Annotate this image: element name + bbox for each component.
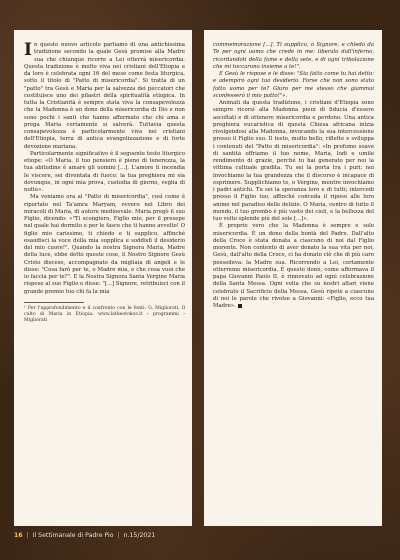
right-column: [204, 30, 382, 526]
page-footer: [14, 532, 155, 539]
footer-separator: |: [26, 532, 29, 539]
paragraph: E Gesù le rispose e le disse: "Sia fatto come tu hai detto: e adempirò ogni tuo desiderio. Forse che non sono stato fatto uomo per te? Giuro per me stesso che giammai sconfesserò il mio patto!"».: [213, 71, 374, 99]
footnote: ¹ Per l'approfondimento e il confronto con le fonti: G. Migliorati, Il culto di Maria in Etiopia: www.latheotokos.it › programmi › Migliorati: [24, 305, 185, 323]
page-number: 16: [14, 532, 23, 539]
footnote-divider: [24, 302, 84, 303]
magazine-title: Il Settimanale di Padre Pio: [32, 532, 114, 539]
paragraph: [213, 223, 374, 310]
end-of-article-mark: [238, 304, 242, 308]
footer-separator: |: [117, 532, 120, 539]
paragraph: commemorazione [...]. Ti supplico, o Signore, e chiedo da Te per ogni uomo che crede in me: liberalo dall'inferno, ricordandoti della fame e della sete, e di ogni tribolazione che mi toccarono insieme a te!".: [213, 42, 374, 70]
paragraph-text: È proprio vero che la Madonna è sempre e solo misericordia. È un dono della bontà del Padre. Dall'alto della Croce è stata donata a ciascuno di noi dal Figlio morente. Non contento di aver donato la sua vita per noi, Gesù, dall'alto della Croce, ci ha donato ciò che di più caro possedeva: la Madre sua. Ricorrendo a Lei, certamente otterremo misericordia. È questo dono, come affermava il papa Giovanni Paolo II, è rinnovato ad ogni celebrazione della Santa Messa. Ogni volta che su nostri altari viene celebrato il Sacrificio della Messa, Gesù ripete a ciascuno di noi le parole che rivolse a Giovanni: «Figlio, ecco tua Madre».: [213, 223, 374, 309]
paragraph: n questo nuovo articolo parliamo di una antichissima tradizione secondo la quale Gesù promise alla Madre sua che chiunque ricorre a Lei otterrà misericordia. Questa tradizione è molto viva nei cristiani dell'Etiopia e da loro è celebrata ogni 16 del mese come festa liturgica, sotto il titolo di "Patto di misericordia". Si tratta di un "patto" tra Gesù e Maria per la salvezza dei peccatori che costituisce uno dei pilastri della spiritualità etiopica. In tutta la Cristianità è sempre stata viva la consapevolezza che la Madonna è un dono della misericordia di Dio e non sono pochi i santi che hanno affermato che chi ama e prega Maria certamente si salverà. Tuttavia questa consapevolezza è particolarmente viva nei cristiani dell'Etiopia, terra di antica evangelizzazione e di forte devozione mariana.: [24, 42, 185, 150]
paragraph: Ma veniamo ora al "Patto di misericordia", così come è riportato nel Ta'amra Maryam, ovvero nel Libro dei miracoli di Maria, di autore medioevale. Maria pregò il suo Figlio, dicendo: «"Ti scongiuro, Figlio mio, per il presepe nel quale hai dormito e per le fasce che ti hanno avvolto! O figlio mio carissimo, ti chiedo e ti supplico, affinché esaudisci la voce della mia supplica e soddisfi il desiderio del mio cuore!". Quando la nostra Signora Maria, Madre della luce, ebbe detto queste cose, il Nostro Signore Gesù Cristo discese, accompagnato da migliaia di angeli e le disse: "Cosa farò per te, o Madre mia, e che cosa vuoi che io faccia per te?". E la Nostra Signora Santa Vergine Maria rispose al suo Figlio e disse: "[...] Signore, retribuisci con il grande premio tuo chi fa la mia: [24, 194, 185, 295]
drop-cap: I: [24, 40, 32, 60]
paragraph: Particolarmente significativo è il seguente testo liturgico etiope: «O Maria, il tuo pensiero è pieno di tenerezza, la tua abitudine è amare gli uomini [...]. L'amore ti incendia le viscere, sei diventata di fuoco: la tua preghiera mi sia dovunque, in ogni mia prova, custodia di giorno, veglia di notte».: [24, 150, 185, 193]
paragraph: Animati da questa tradizione, i cristiani d'Etiopia sono sempre ricorsi alla Madonna pieni di fiducia d'essere ascoltati e di ottenere misericordia e perdono. Una antica preghiera eucaristica di questa Chiesa africana inizia rivolgendosi alla Madonna, invocando la sua intercessione presso il Figlio suo. Il testo, molto bello, riflette e sviluppa i contenuti del "Patto di misericordia": «In profumo soave di santità offriamo il tuo nome, Maria, lodi e umile rendimento di grazie, perché tu hai generato per noi la vittima cultuale gradita. Tu sei la porta tra i puri; noi invochiamo la tua grandezza che il discorso è incapace di esprimere. Supplichiamo te, o Vergine, mentre invochiamo i padri antichi. Tu sei la speranza loro e di tutti; intercedi presso il Figlio tuo, affinché conceda il riposo alle loro anime nel paradiso delle delizie. O Maria, centro di tutto il mondo, il tuo grembo è più vasto dei cieli, e la bellezza del tuo volto splende più del sole [...]».: [213, 100, 374, 222]
left-column: [14, 30, 192, 526]
issue-number: n.15/2021: [123, 532, 156, 539]
